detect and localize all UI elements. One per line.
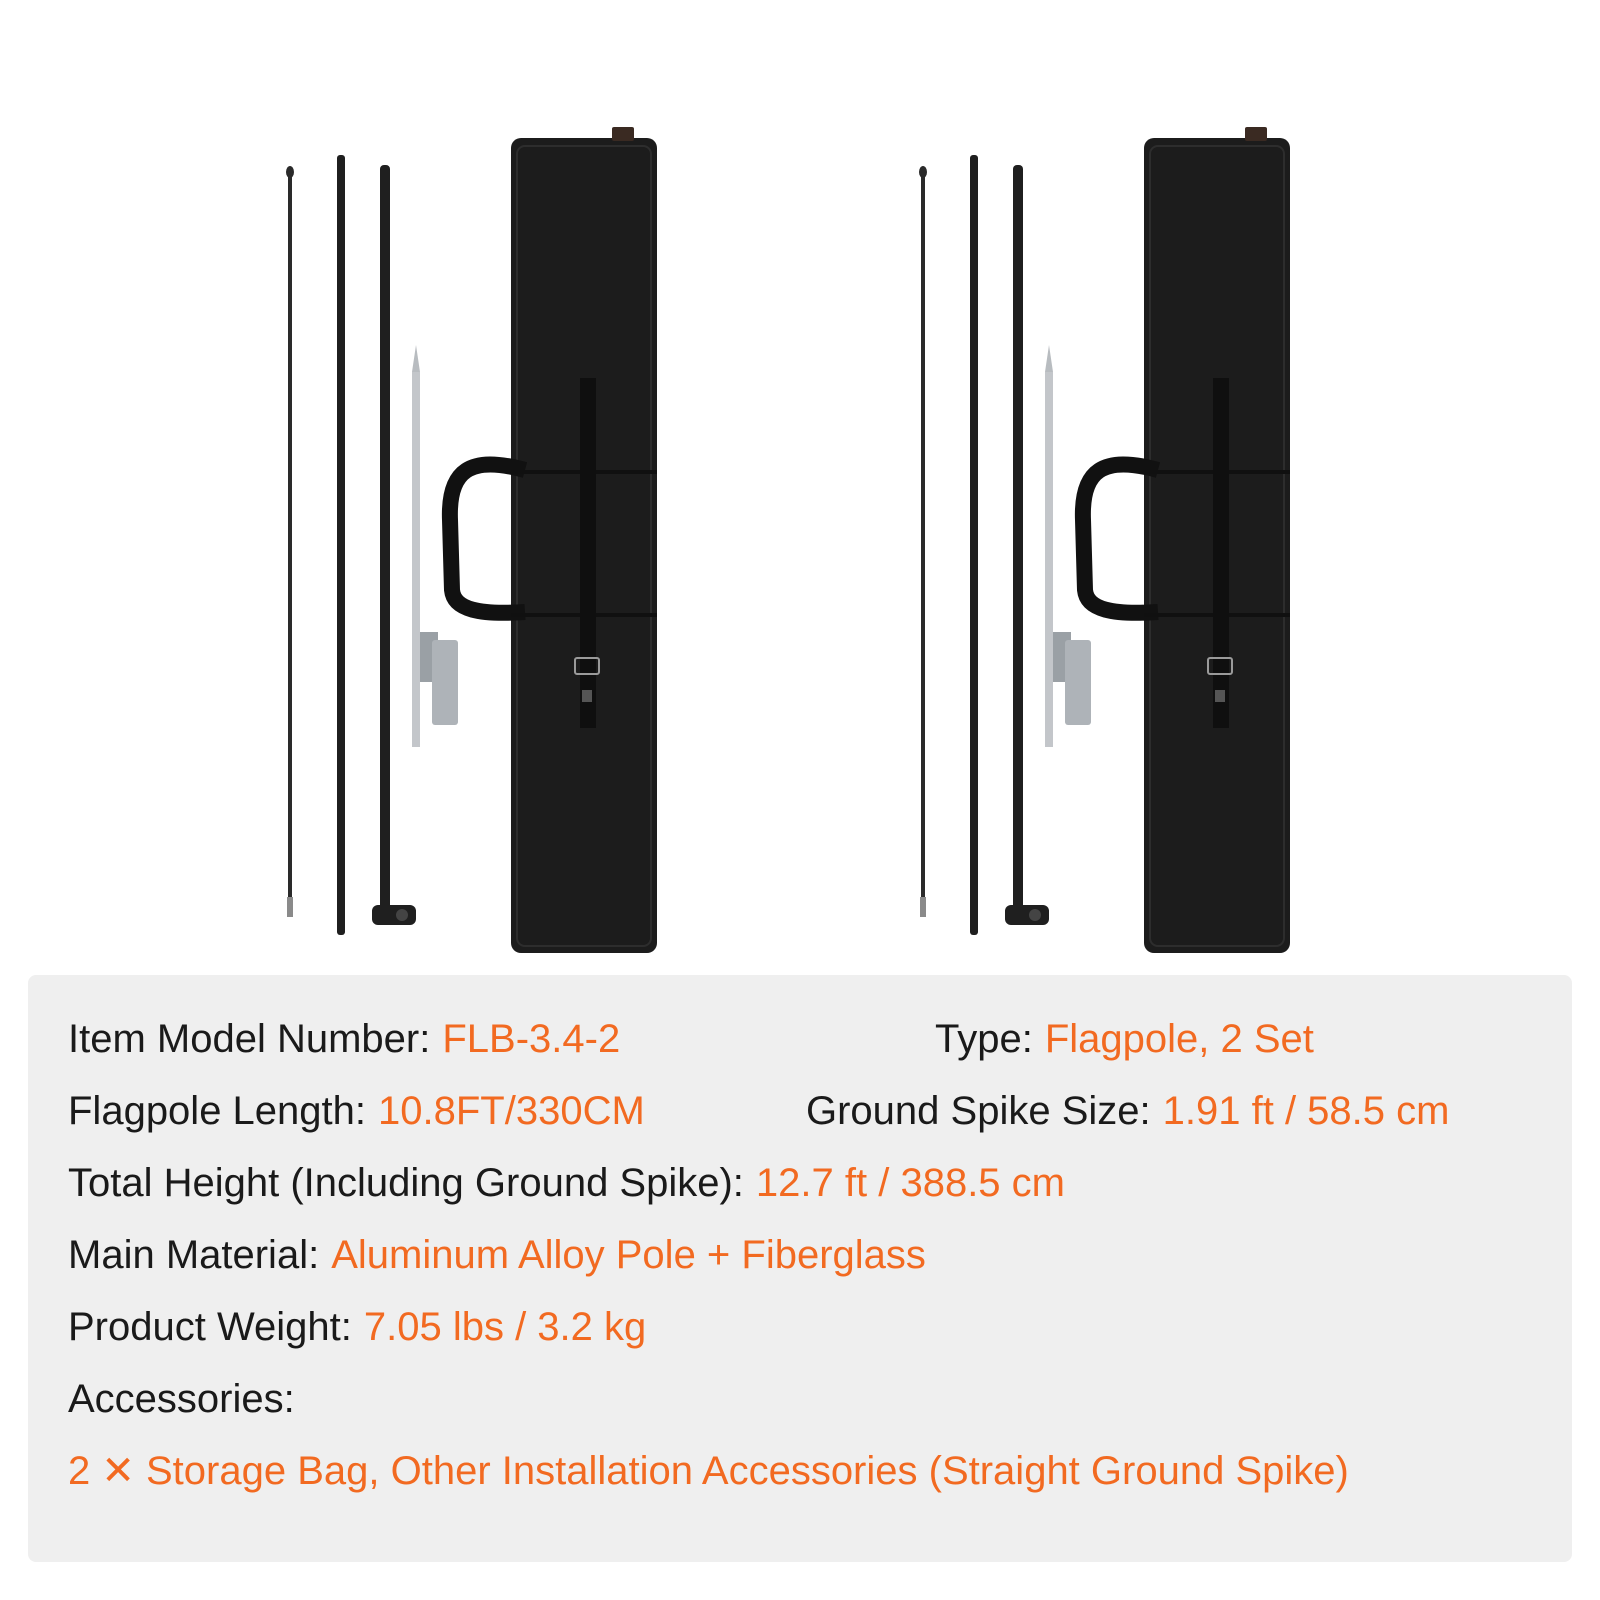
spec-flagpole-length (68, 1087, 645, 1135)
specifications-panel (28, 975, 1572, 1562)
spec-label: Product Weight: (68, 1305, 352, 1349)
spec-label: Flagpole Length: (68, 1089, 367, 1133)
spec-product-weight (68, 1303, 646, 1351)
spec-value: 7.05 lbs / 3.2 kg (363, 1305, 647, 1349)
spec-label: Accessories: (68, 1377, 295, 1421)
spec-ground-spike-size (806, 1087, 1449, 1135)
spec-value: Aluminum Alloy Pole + Fiberglass (331, 1233, 926, 1277)
spec-value: 12.7 ft / 388.5 cm (755, 1161, 1065, 1205)
spec-type (935, 1015, 1314, 1063)
spec-label: Type: (935, 1017, 1033, 1061)
spec-label: Ground Spike Size: (806, 1089, 1151, 1133)
spec-accessories-value (68, 1447, 1349, 1495)
spec-main-material (68, 1231, 926, 1279)
spec-value: FLB-3.4-2 (442, 1017, 621, 1061)
spec-value: 10.8FT/330CM (378, 1089, 645, 1133)
spec-model-number (68, 1015, 620, 1063)
spec-value: 1.91 ft / 58.5 cm (1162, 1089, 1450, 1133)
spec-value: 2 ✕ Storage Bag, Other Installation Accessories (Straight Ground Spike) (68, 1449, 1349, 1493)
spec-total-height (68, 1159, 1065, 1207)
spec-label: Item Model Number: (68, 1017, 431, 1061)
spec-value: Flagpole, 2 Set (1044, 1017, 1314, 1061)
spec-label: Total Height (Including Ground Spike): (68, 1161, 744, 1205)
spec-label: Main Material: (68, 1233, 320, 1277)
spec-accessories-label (68, 1375, 295, 1423)
